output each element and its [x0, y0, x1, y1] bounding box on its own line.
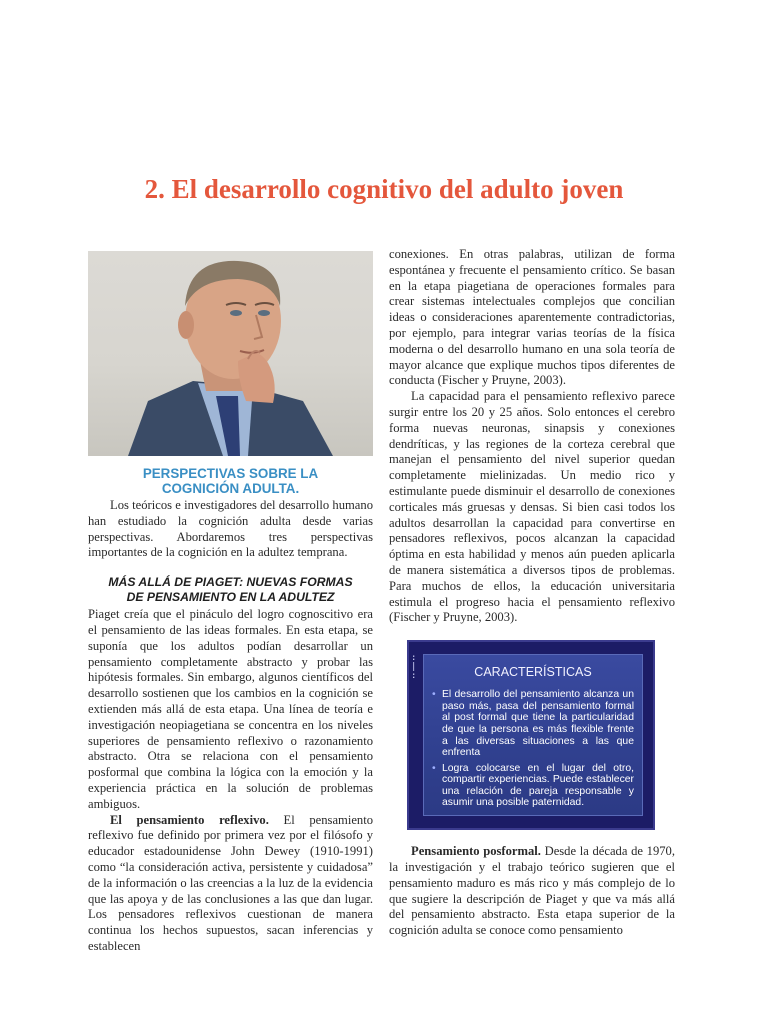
reflexive-paragraph: [88, 813, 373, 955]
characteristics-slide: [407, 640, 655, 830]
subheading-piaget: MÁS ALLÁ DE PIAGET: NUEVAS FORMAS DE PENSAMIENTO EN LA ADULTEZ: [108, 575, 353, 605]
posformal-paragraph: [389, 844, 675, 939]
slide-panel: [423, 654, 643, 816]
intro-paragraph: Los teóricos e investigadores del desarrollo humano han estudiado la cognición adulta desde varias perspectivas. Abordaremos tres perspectivas importantes de la cognición en la adultez temprana.: [88, 498, 373, 560]
piaget-paragraph: Piaget creía que el pináculo del logro cognoscitivo era el pensamiento de las ideas formales. En esta etapa, se suponía que los adultos podían desarrollar un pensamiento completamente abstracto y probar las hipótesis formales. Sin embargo, algunos científicos del desarrollo sostienen que los cambios en la cognición se extienden más allá de esta etapa. Una línea de teoría e investigación neopiagetiana se concentra en los niveles superiores de pensamiento reflexivo o razonamiento abstracto. Otra se relaciona con el pensamiento posformal que combina la lógica con la emoción y la experiencia práctica en la solución de problemas ambiguos.: [88, 607, 373, 811]
slide-bullet-text: Logra colocarse en el lugar del otro, compartir experiencias. Puede establecer una relación de pareja responsable y asumir una posible paternidad.: [442, 762, 634, 809]
bullet-icon: •: [432, 762, 436, 774]
slide-bullet-list: [432, 689, 634, 813]
slide-bullet-text: El desarrollo del pensamiento alcanza un paso más, pasa del pensamiento formal al post formal que tiene la particularidad de que la persona es más flexible frente a las diversas situaciones a las que enfrenta: [442, 689, 634, 759]
reflexive-label: El pensamiento reflexivo.: [110, 812, 269, 827]
section-heading: PERSPECTIVAS SOBRE LA COGNICIÓN ADULTA.: [142, 466, 319, 496]
slide-bullet: [432, 763, 634, 809]
right-paragraph-1: conexiones. En otras palabras, utilizan de forma espontánea y frecuente el pensamiento crítico. Se basan en la etapa piagetiana de operaciones formales para crear sistemas intelectuales complejos que concilian ideas o consideraciones aparentemente contradictorias, por ejemplo, para integrar varias teorías de la física moderna o del desarrollo humano en una sola teoría de mayor alcance que explique muchos tipos diferentes de conducta (Fischer y Pruyne, 2003).: [389, 247, 675, 388]
thinking-man-illustration: [88, 251, 373, 456]
left-column: [88, 251, 373, 955]
page-title: 2. El desarrollo cognitivo del adulto joven: [144, 174, 624, 204]
bullet-icon: •: [432, 689, 436, 701]
slide-bullet: [432, 689, 634, 759]
slide-title: CARACTERÍSTICAS: [474, 665, 592, 680]
right-column: [389, 247, 675, 939]
reflexive-text: El pensamiento reflexivo fue definido por primera vez por el filósofo y educador estadounidense John Dewey (1910-1991) como “la consideración activa, persistente y cuidadosa” de la información o las creencias a la luz de la evidencia que las apoya y de las conclusiones a las que dan lugar. Los pensadores reflexivos cuestionan de manera continua los hechos supuestos, sacan inferencias y establecen: [88, 812, 374, 953]
slide-decoration: : | :: [411, 653, 417, 682]
posformal-label: Pensamiento posformal.: [411, 844, 541, 859]
posformal-text: Desde la década de 1970, la investigación y el trabajo teórico sugieren que el pensamiento maduro es más rico y más complejo de lo que sugiere la descripción de Piaget y que va más allá del pensamiento abstracto. Esta etapa superior de la cognición adulta se conoce como pensamiento: [389, 844, 675, 938]
photo-thinking-man: [88, 251, 373, 456]
right-paragraph-2: La capacidad para el pensamiento reflexivo parece surgir entre los 20 y 25 años. Solo entonces el cerebro forma nuevas neuronas, sinapsis y conexiones dendríticas, y las regiones de la corteza cerebral que manejan el pensamiento del nivel superior quedan completamente mielinizadas. Un medio rico y estimulante puede disminuir el desarrollo de conexiones corticales más gruesas y densas. Si bien casi todos los adultos desarrollan la capacidad para convertirse en pensadores reflexivos, pocos alcanzan la capacidad óptima en esta habilidad y menos aún pueden aplicarla de manera sistemática a diversos tipos de problemas. Para muchos de ellos, la educación universitaria estimula el progreso hacia el pensamiento reflexivo (Fischer y Pruyne, 2003).: [389, 389, 675, 625]
